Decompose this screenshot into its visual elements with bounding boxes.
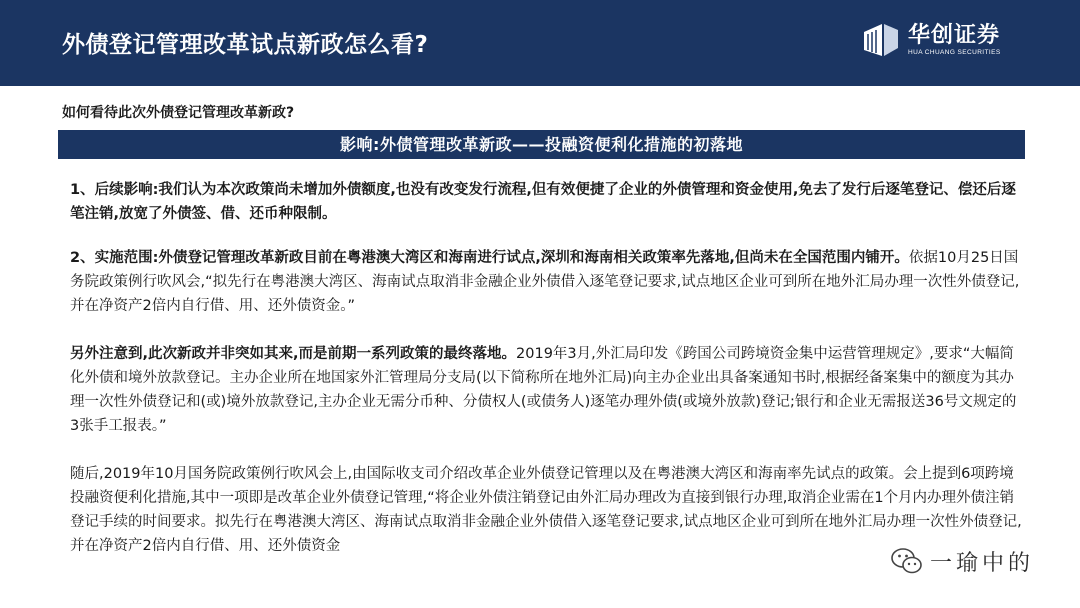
paragraph-bold-text: 2、实施范围:外债登记管理改革新政目前在粤港澳大湾区和海南进行试点,深圳和海南相关政策率先落地,但尚未在全国范围内铺开。 [70,250,909,266]
wechat-icon [890,546,924,576]
paragraph-policy-background [70,342,1025,438]
company-logo [862,18,1062,64]
watermark [890,546,1034,576]
header-bar [0,0,1080,86]
paragraph-state-council-briefing [70,462,1025,558]
paragraph-text: 2019年3月,外汇局印发《跨国公司跨境资金集中运营管理规定》,要求“大幅简化外债和境外放款登记。主办企业所在地国家外汇管理局分支局(以下简称所在地外汇局)向主办企业出具备案通知书时,根据经备案集中的额度为其办理一次性外债登记和(或)境外放款登记,主办企业无需分币种、分债权人(或债务人)逐笔办理外债(或境外放款)登记;银行和企业无需报送36号文规定的3张手工报表。” [70,346,1017,434]
paragraph-implementation-scope [70,246,1025,318]
logo-text-cn: 华创证券 [908,23,1001,48]
logo-text-en: HUA CHUANG SECURITIES [908,49,1001,56]
paragraph-bold-text: 1、后续影响:我们认为本次政策尚未增加外债额度,也没有改变发行流程,但有效便捷了企业的外债管理和资金使用,免去了发行后逐笔登记、偿还后逐笔注销,放宽了外债签、借、还币种限制。 [70,182,1016,222]
watermark-text: 一瑜中的 [930,550,1035,576]
slide-title: 外债登记管理改革试点新政怎么看? [62,32,429,58]
paragraph-follow-up-impact [70,178,1025,226]
paragraph-text: 依据10月25日国务院政策例行吹风会,“拟先行在粤港澳大湾区、海南试点取消非金融企业外债借入逐笔登记要求,试点地区企业可到所在地外汇局办理一次性外债登记,并在净资产2倍内自行借、用、还外债资金。” [70,250,1020,314]
logo-mark-icon [862,20,900,60]
paragraph-bold-text: 另外注意到,此次新政并非突如其来,而是前期一系列政策的最终落地。 [70,346,517,362]
paragraph-text: 随后,2019年10月国务院政策例行吹风会上,由国际收支司介绍改革企业外债登记管理以及在粤港澳大湾区和海南率先试点的政策。会上提到6项跨境投融资便利化措施,其中一项即是改革企业外债登记管理,“将企业外债注销登记由外汇局办理改为直接到银行办理,取消企业需在1个月内办理外债注销登记手续的时间要求。拟先行在粤港澳大湾区、海南试点取消非金融企业外债借入逐笔登记要求,试点地区企业可到所在地外汇局办理一次性外债登记,并在净资产2倍内自行借、用、还外债资金 [70,466,1022,554]
section-question: 如何看待此次外债登记管理改革新政? [62,105,295,121]
section-banner: 影响:外债管理改革新政——投融资便利化措施的初落地 [58,130,1025,159]
